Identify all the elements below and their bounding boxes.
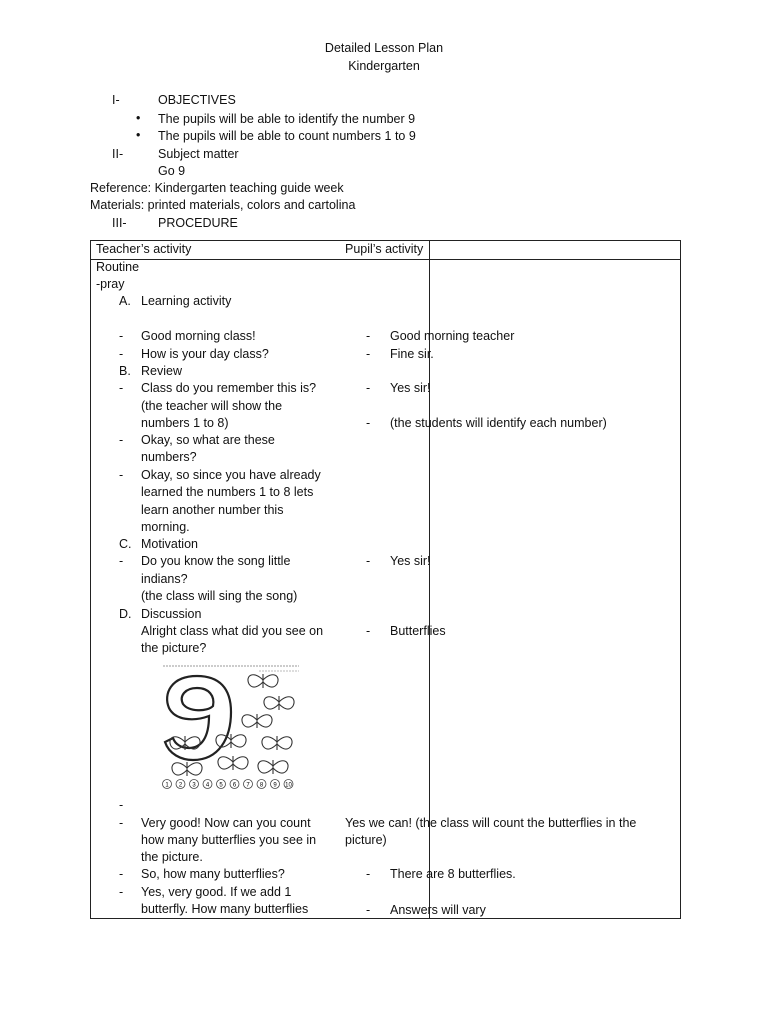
number-label: 6	[232, 782, 237, 789]
teacher-line: Alright class what did you see on	[141, 624, 324, 638]
number-label: 7	[246, 782, 250, 789]
number-label: 9	[273, 782, 277, 789]
teacher-line: how many butterflies you see in	[141, 833, 317, 847]
dash: -	[366, 624, 371, 638]
section-3-number: III-	[112, 216, 127, 230]
number-label: 5	[219, 782, 223, 789]
dash: -	[119, 798, 124, 812]
dash: -	[119, 468, 124, 482]
teacher-line: numbers?	[141, 450, 197, 464]
objective-1: The pupils will be able to identify the number 9	[158, 112, 416, 126]
dash: -	[119, 554, 124, 568]
discussion-label: Discussion	[141, 607, 202, 621]
teacher-line: (the teacher will show the	[141, 399, 283, 413]
pupil-line: Fine sir.	[390, 347, 434, 361]
butterfly-worksheet-image	[159, 662, 305, 790]
letter-b: B.	[119, 364, 131, 378]
pupil-line: Yes we can! (the class will count the butterflies in the	[345, 816, 637, 830]
dash: -	[366, 416, 371, 430]
dash: -	[366, 381, 371, 395]
number-label: 1	[165, 782, 169, 789]
teacher-line: So, how many butterflies?	[141, 867, 285, 881]
teacher-line: morning.	[141, 520, 190, 534]
reference-text: Reference: Kindergarten teaching guide week	[90, 181, 344, 195]
pray-label: -pray	[96, 277, 125, 291]
teacher-line: (the class will sing the song)	[141, 589, 298, 603]
section-2-number: II-	[112, 147, 124, 161]
teacher-line: the picture?	[141, 641, 207, 655]
section-3-title: PROCEDURE	[158, 216, 238, 230]
teacher-line: learned the numbers 1 to 8 lets	[141, 485, 314, 499]
dash: -	[119, 329, 124, 343]
dash: -	[119, 347, 124, 361]
section-1-number: I-	[112, 93, 120, 107]
objective-2: The pupils will be able to count numbers 1 to 9	[158, 129, 416, 143]
bullet-icon: •	[136, 111, 141, 125]
pupil-line: Yes sir!	[390, 554, 431, 568]
dash: -	[366, 329, 371, 343]
header-pupil-activity: Pupil’s activity	[345, 242, 424, 256]
bullet-icon: •	[136, 128, 141, 142]
section-1-title: OBJECTIVES	[158, 93, 236, 107]
dash: -	[119, 867, 124, 881]
dash: -	[119, 885, 124, 899]
teacher-line: butterfly. How many butterflies	[141, 902, 309, 916]
routine-label: Routine	[96, 260, 140, 274]
teacher-line: the picture.	[141, 850, 203, 864]
pupil-line: Butterflies	[390, 624, 446, 638]
pupil-line: picture)	[345, 833, 387, 847]
teacher-line: Do you know the song little	[141, 554, 291, 568]
teacher-line: Okay, so since you have already	[141, 468, 321, 482]
number-label: 4	[205, 782, 210, 789]
header-divider	[91, 259, 680, 260]
pupil-line: Answers will vary	[390, 903, 486, 917]
header-teacher-activity: Teacher’s activity	[96, 242, 192, 256]
letter-c: C.	[119, 537, 132, 551]
teacher-line: learn another number this	[141, 503, 284, 517]
pupil-line: Yes sir!	[390, 381, 431, 395]
section-2-title: Subject matter	[158, 147, 239, 161]
number-label: 3	[192, 782, 196, 789]
teacher-line: Very good! Now can you count	[141, 816, 311, 830]
dash: -	[366, 554, 371, 568]
dash: -	[366, 903, 371, 917]
materials-text: Materials: printed materials, colors and cartolina	[90, 198, 356, 212]
dash: -	[366, 867, 371, 881]
dash: -	[119, 433, 124, 447]
teacher-line: Good morning class!	[141, 329, 256, 343]
motivation-label: Motivation	[141, 537, 198, 551]
teacher-line: numbers 1 to 8)	[141, 416, 229, 430]
pupil-line: (the students will identify each number)	[390, 416, 607, 430]
pupil-line: There are 8 butterflies.	[390, 867, 516, 881]
teacher-line: indians?	[141, 572, 188, 586]
document-title: Detailed Lesson Plan	[324, 41, 444, 55]
dash: -	[366, 347, 371, 361]
teacher-line: Class do you remember this is?	[141, 381, 317, 395]
dash: -	[119, 816, 124, 830]
number-label: 8	[259, 782, 264, 789]
letter-a: A.	[119, 294, 131, 308]
document-subtitle: Kindergarten	[348, 59, 420, 73]
teacher-line: Okay, so what are these	[141, 433, 275, 447]
subject-text: Go 9	[158, 164, 186, 178]
number-nine-butterfly-picture	[159, 662, 305, 790]
number-label: 10	[285, 782, 292, 789]
review-label: Review	[141, 364, 182, 378]
teacher-line: How is your day class?	[141, 347, 269, 361]
pupil-line: Good morning teacher	[390, 329, 515, 343]
letter-d: D.	[119, 607, 132, 621]
teacher-line: Yes, very good. If we add 1	[141, 885, 292, 899]
number-label: 2	[178, 782, 183, 789]
learning-activity-label: Learning activity	[141, 294, 232, 308]
dash: -	[119, 381, 124, 395]
